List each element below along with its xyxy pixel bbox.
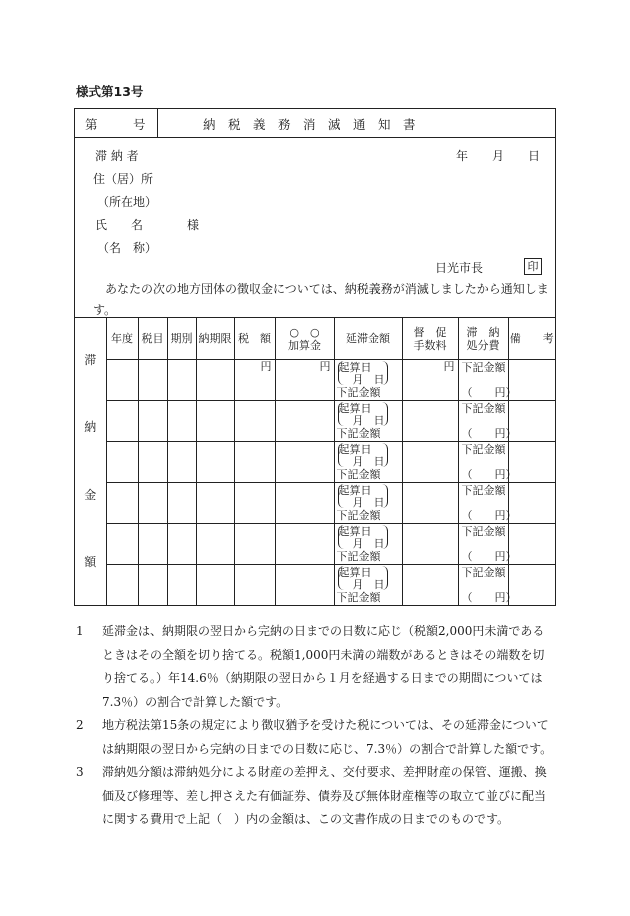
note-text: 地方税法第15条の規定により徴収猶予を受けた税については、その延滞金については納期限の翌日から完納の日までの日数に応じ、7.3％）の割合で計算した額です。 xyxy=(102,718,553,756)
cell-disposal xyxy=(458,483,517,524)
cell-deadline xyxy=(196,442,234,483)
delinquent-label: 滞 納 者 xyxy=(95,149,139,163)
disposal-label: 下記金額 xyxy=(461,484,506,497)
location-label: （所在地） xyxy=(97,195,158,209)
note-item xyxy=(76,620,556,714)
cell-period xyxy=(167,565,196,606)
cell-fee xyxy=(402,524,458,565)
delay-amount-label: 下記金額 xyxy=(336,468,381,481)
disposal-amount: （ 円） xyxy=(461,550,517,563)
number-label-left: 第 xyxy=(85,117,98,132)
document-title: 納 税 義 務 消 滅 通 知 書 xyxy=(203,117,416,132)
cell-tax-item xyxy=(138,565,167,606)
side-label-char: 滞 xyxy=(84,352,97,367)
table-row xyxy=(75,360,555,401)
cell-disposal xyxy=(458,442,517,483)
table-row xyxy=(75,401,555,442)
note-text: 滞納処分額は滞納処分による財産の差押え、交付要求、差押財産の保管、運搬、換価及び修理等、差し押さえた有価証券、債券及び無体財産権等の取立て並びに配当に関する費用で上記（ ）内の金額は、この文書作成の日までのものです。 xyxy=(102,765,547,826)
header-disposal-top: 滞 納 xyxy=(466,325,500,339)
honorific: 様 xyxy=(187,218,200,232)
cell-delay xyxy=(334,401,402,442)
cell-deadline xyxy=(196,524,234,565)
address-label: 住（居）所 xyxy=(93,172,154,186)
cell-addition xyxy=(275,483,334,524)
delinquency-table xyxy=(75,317,555,606)
disposal-amount: （ 円） xyxy=(461,591,517,604)
cell-addition xyxy=(275,401,334,442)
header-addition-bottom: 加算金 xyxy=(288,338,321,352)
cell-fee xyxy=(402,401,458,442)
cell-disposal xyxy=(458,565,517,606)
disposal-label: 下記金額 xyxy=(461,443,506,456)
header-year: 年度 xyxy=(106,318,138,360)
cell-disposal xyxy=(458,360,517,401)
note-item xyxy=(76,714,556,761)
cell-tax-item xyxy=(138,401,167,442)
header-disposal xyxy=(458,318,508,360)
delay-month-day: 月日 xyxy=(352,496,395,509)
delay-start-label: 起算日 xyxy=(338,361,372,374)
cell-year xyxy=(106,401,138,442)
cell-deadline xyxy=(196,483,234,524)
cell-fee xyxy=(402,565,458,606)
cell-delay xyxy=(334,360,402,401)
delay-start-label: 起算日 xyxy=(338,566,372,579)
table-row xyxy=(75,524,555,565)
cell-addition xyxy=(275,524,334,565)
header-period: 期別 xyxy=(167,318,196,360)
delay-amount-label: 下記金額 xyxy=(336,550,381,563)
cell-period xyxy=(167,360,196,401)
title-divider xyxy=(157,109,158,137)
cell-year xyxy=(106,360,138,401)
header-tax-item: 税目 xyxy=(138,318,167,360)
cell-delay xyxy=(334,524,402,565)
header-addition-top: ○ ○ xyxy=(289,325,320,339)
cell-tax-amount xyxy=(234,401,275,442)
table-row xyxy=(75,483,555,524)
side-label-char: 金 xyxy=(84,487,97,502)
title-row xyxy=(75,109,555,138)
cell-tax-item xyxy=(138,524,167,565)
cell-period xyxy=(167,442,196,483)
disposal-label: 下記金額 xyxy=(461,566,506,579)
delay-start-label: 起算日 xyxy=(338,525,372,538)
note-number: 2 xyxy=(76,718,84,732)
header-disposal-bottom: 処分費 xyxy=(466,338,500,352)
note-text: 延滞金は、納期限の翌日から完納の日までの日数に応じ（税額2,000円未満であるときはその全額を切り捨てる。税額1,000円未満の端数があるときはその端数を切り捨てる。）年14.6％（納期限の翌日から１月を経過する日までの期間については7.3％）の割合で計算した額です。 xyxy=(102,624,545,709)
form-number: 様式第13号 xyxy=(76,84,144,99)
cell-tax-item xyxy=(138,483,167,524)
delay-month-day: 月日 xyxy=(352,455,395,468)
cell-fee xyxy=(402,483,458,524)
side-label-cell xyxy=(75,318,106,606)
cell-period xyxy=(167,483,196,524)
cell-tax-amount: 円 xyxy=(234,360,275,401)
cell-fee xyxy=(402,442,458,483)
delay-amount-label: 下記金額 xyxy=(336,427,381,440)
seal-stamp: 印 xyxy=(524,258,542,275)
cell-addition: 円 xyxy=(275,360,334,401)
header-delay: 延滞金額 xyxy=(334,318,402,360)
cell-deadline xyxy=(196,565,234,606)
header-addition xyxy=(275,318,334,360)
header-fee xyxy=(402,318,458,360)
side-label-char: 納 xyxy=(84,420,97,434)
header-fee-bottom: 手数料 xyxy=(413,338,447,352)
cell-disposal xyxy=(458,401,517,442)
disposal-amount: （ 円） xyxy=(461,386,517,399)
notes-section xyxy=(76,620,556,832)
header-remarks: 備 考 xyxy=(508,318,555,360)
delay-month-day: 月日 xyxy=(352,578,395,591)
cell-period xyxy=(167,401,196,442)
header-deadline: 納期限 xyxy=(196,318,234,360)
delay-amount-label: 下記金額 xyxy=(336,386,381,399)
cell-delay xyxy=(334,565,402,606)
cell-addition xyxy=(275,565,334,606)
cell-year xyxy=(106,565,138,606)
table-header-row xyxy=(75,318,555,360)
issuer: 日光市長 xyxy=(435,261,484,275)
delay-amount-label: 下記金額 xyxy=(336,591,381,604)
disposal-label: 下記金額 xyxy=(461,402,506,415)
disposal-amount: （ 円） xyxy=(461,509,517,522)
delay-month-day: 月日 xyxy=(352,373,395,386)
note-number: 3 xyxy=(76,765,84,779)
side-label-char: 額 xyxy=(84,555,97,569)
delay-month-day: 月日 xyxy=(352,537,395,550)
delay-start-label: 起算日 xyxy=(338,484,372,497)
cell-period xyxy=(167,524,196,565)
cell-tax-item xyxy=(138,360,167,401)
cell-delay xyxy=(334,442,402,483)
cell-tax-amount xyxy=(234,565,275,606)
cell-deadline xyxy=(196,401,234,442)
header-fee-top: 督 促 xyxy=(413,325,447,339)
cell-disposal xyxy=(458,524,517,565)
cell-tax-amount xyxy=(234,442,275,483)
note-number: 1 xyxy=(76,624,84,638)
cell-addition xyxy=(275,442,334,483)
delay-amount-label: 下記金額 xyxy=(336,509,381,522)
disposal-amount: （ 円） xyxy=(461,468,517,481)
table-row xyxy=(75,442,555,483)
delay-start-label: 起算日 xyxy=(338,443,372,456)
cell-tax-amount xyxy=(234,483,275,524)
header-tax-amount: 税 額 xyxy=(234,318,275,360)
number-label-right: 号 xyxy=(133,117,146,132)
delay-start-label: 起算日 xyxy=(338,402,372,415)
disposal-label: 下記金額 xyxy=(461,525,506,538)
date-field: 年 月 日 xyxy=(456,149,541,163)
name-label: 氏 名 xyxy=(95,218,144,232)
cell-deadline xyxy=(196,360,234,401)
notice-form xyxy=(74,108,556,606)
table-row xyxy=(75,565,555,606)
note-item xyxy=(76,761,556,832)
disposal-amount: （ 円） xyxy=(461,427,517,440)
cell-delay xyxy=(334,483,402,524)
cell-year xyxy=(106,483,138,524)
cell-fee: 円 xyxy=(402,360,458,401)
cell-tax-amount xyxy=(234,524,275,565)
company-name-label: （名 称） xyxy=(97,241,158,255)
cell-tax-item xyxy=(138,442,167,483)
delay-month-day: 月日 xyxy=(352,414,395,427)
notice-message: あなたの次の地方団体の徴収金については、納税義務が消滅しましたから通知します。 xyxy=(93,282,549,317)
disposal-label: 下記金額 xyxy=(461,361,506,374)
cell-year xyxy=(106,524,138,565)
cell-year xyxy=(106,442,138,483)
